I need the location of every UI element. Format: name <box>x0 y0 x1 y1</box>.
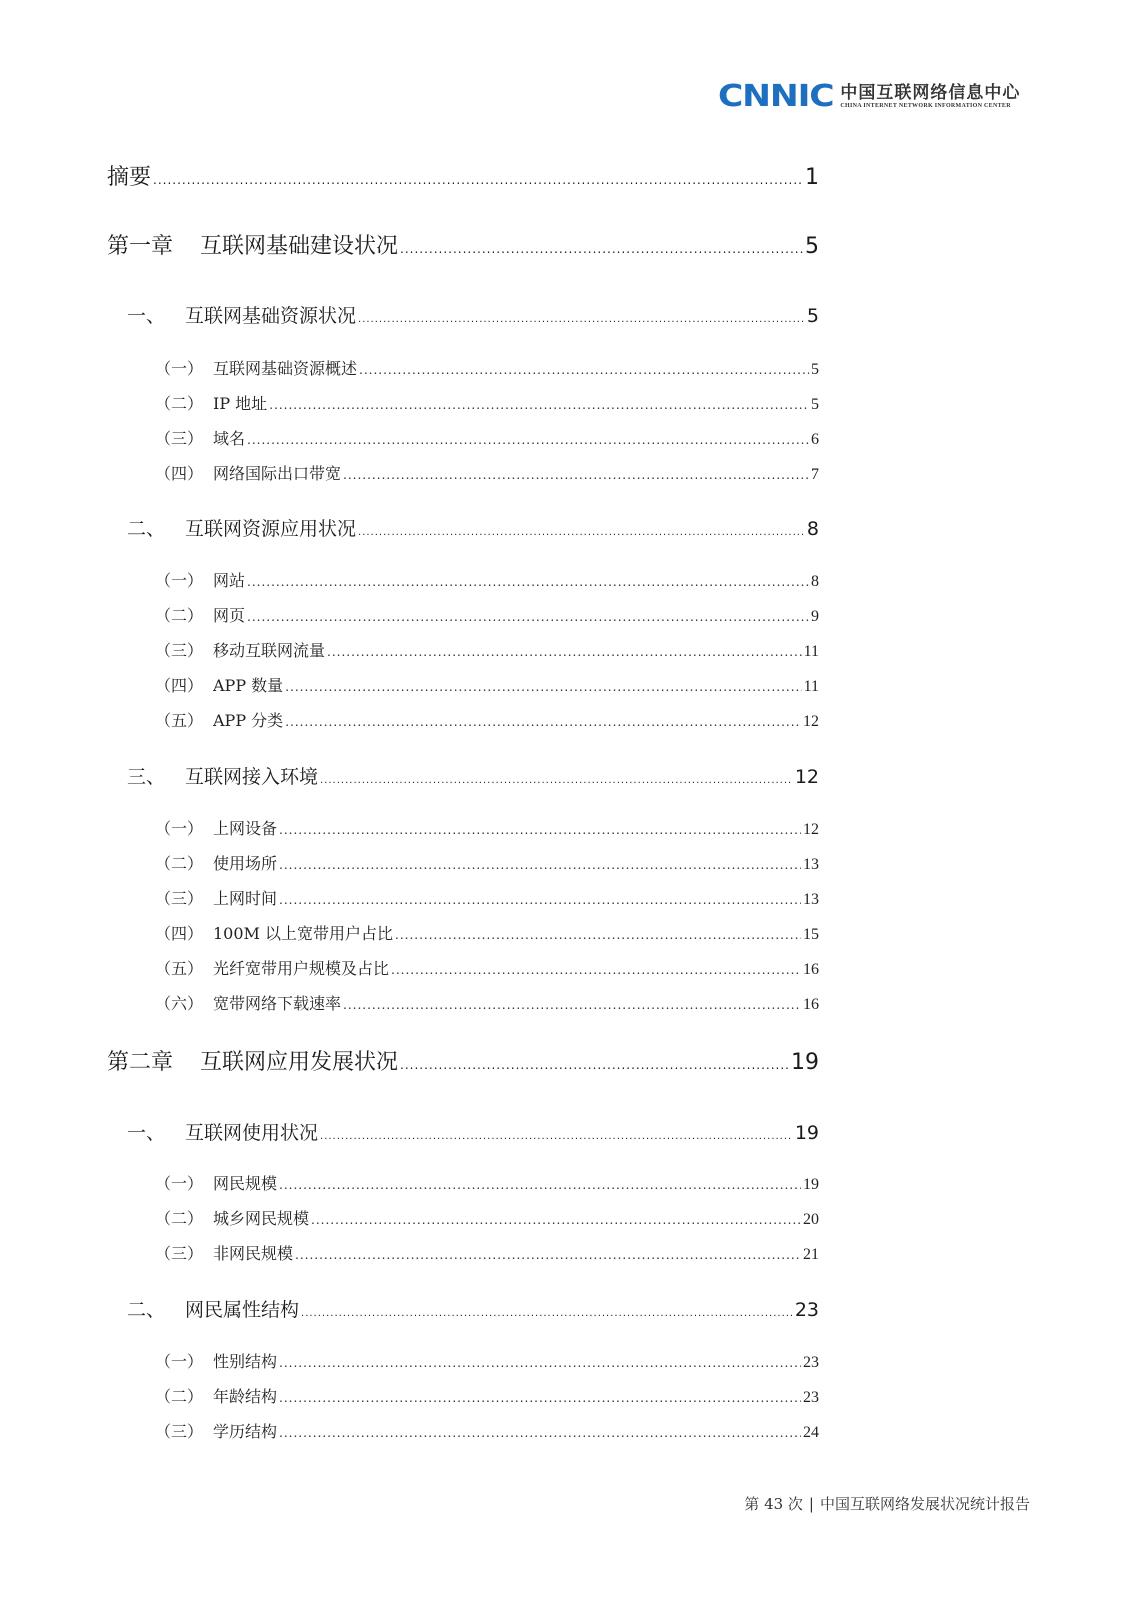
toc-entry-title: 域名 <box>213 429 246 448</box>
dot-leader <box>301 1308 793 1319</box>
toc-entry[interactable] <box>155 921 819 944</box>
toc-entry[interactable] <box>127 762 819 789</box>
toc-entry-number: （一） <box>155 571 204 590</box>
toc-entry-number: （二） <box>155 854 204 873</box>
toc-entry-title: 上网设备 <box>213 819 278 838</box>
toc-entry[interactable] <box>155 356 819 379</box>
toc-entry-page: 8 <box>811 573 819 590</box>
toc-entry[interactable] <box>155 1171 819 1194</box>
dot-leader <box>279 1426 801 1440</box>
toc-entry-page: 20 <box>803 1211 819 1228</box>
dot-leader <box>295 1248 801 1262</box>
toc-entry[interactable] <box>155 1349 819 1372</box>
toc-entry-title: 网页 <box>213 606 246 625</box>
dot-leader <box>247 575 809 589</box>
toc-entry-title: 网民属性结构 <box>185 1299 300 1321</box>
dot-leader <box>247 433 809 447</box>
toc-entry-number: （六） <box>155 994 204 1013</box>
dot-leader <box>153 173 803 187</box>
logo-text <box>840 84 1020 110</box>
dot-leader <box>285 680 801 694</box>
toc-entry-title: 互联网使用状况 <box>185 1122 319 1144</box>
toc-entry[interactable] <box>107 160 819 191</box>
toc-entry-number: （二） <box>155 606 204 625</box>
dot-leader <box>400 1058 789 1072</box>
dot-leader <box>269 398 809 412</box>
toc-entry-number: 三、 <box>127 766 166 788</box>
toc-entry-title: 上网时间 <box>213 889 278 908</box>
toc-entry-page: 12 <box>803 713 819 730</box>
toc-entry-page: 12 <box>803 821 819 838</box>
dot-leader <box>358 527 805 538</box>
toc-entry-page: 5 <box>811 396 819 413</box>
toc-entry-page: 13 <box>803 891 819 908</box>
dot-leader <box>327 645 802 659</box>
toc-entry[interactable] <box>155 603 819 626</box>
toc-entry[interactable] <box>155 1206 819 1229</box>
toc-entry-number: （四） <box>155 924 204 943</box>
toc-entry-title: 互联网应用发展状况 <box>200 1050 399 1075</box>
toc-entry-title: 互联网基础资源状况 <box>185 305 357 327</box>
toc-entry-number: 第一章 <box>107 234 174 259</box>
toc-entry-number: （二） <box>155 394 204 413</box>
toc-entry-page: 19 <box>803 1176 819 1193</box>
dot-leader <box>279 1178 801 1192</box>
dot-leader <box>279 1356 801 1370</box>
toc-entry[interactable] <box>155 991 819 1014</box>
toc-entry[interactable] <box>127 514 819 541</box>
toc-entry-title: 非网民规模 <box>213 1244 294 1263</box>
dot-leader <box>279 893 801 907</box>
dot-leader <box>343 468 809 482</box>
toc-entry-page: 16 <box>803 961 819 978</box>
toc-entry[interactable] <box>127 1295 819 1322</box>
toc-entry[interactable] <box>107 1045 819 1076</box>
toc-entry-number: （三） <box>155 1244 204 1263</box>
toc-entry-page: 1 <box>805 165 819 190</box>
cnnic-logo <box>718 80 1020 114</box>
logo-english-name: CHINA INTERNET NETWORK INFORMATION CENTER <box>840 103 1011 109</box>
toc-entry[interactable] <box>155 851 819 874</box>
page-footer <box>744 1493 1030 1514</box>
toc-entry[interactable] <box>155 708 819 731</box>
toc-entry[interactable] <box>127 1118 819 1145</box>
toc-entry-number: （三） <box>155 641 204 660</box>
toc-entry[interactable] <box>107 229 819 260</box>
toc-entry[interactable] <box>155 426 819 449</box>
toc-entry[interactable] <box>127 301 819 328</box>
toc-entry-page: 7 <box>811 466 819 483</box>
toc-entry-number: （四） <box>155 464 204 483</box>
dot-leader <box>311 1213 801 1227</box>
toc-entry-number: （四） <box>155 676 204 695</box>
logo-mark: CNNIC <box>718 79 834 114</box>
dot-leader <box>279 858 801 872</box>
toc-entry-number: （二） <box>155 1387 204 1406</box>
toc-entry-title: 摘要 <box>107 165 152 190</box>
toc-entry-number: （一） <box>155 1174 204 1193</box>
dot-leader <box>343 998 801 1012</box>
toc-entry-page: 19 <box>794 1122 819 1144</box>
dot-leader <box>395 928 801 942</box>
toc-entry-page: 15 <box>803 926 819 943</box>
toc-entry-number: 二、 <box>127 518 166 540</box>
toc-entry-title: 移动互联网流量 <box>213 641 326 660</box>
toc-entry-page: 12 <box>794 766 819 788</box>
toc-entry-number: 二、 <box>127 1299 166 1321</box>
toc-entry-page: 8 <box>806 518 819 540</box>
toc-entry-number: （五） <box>155 959 204 978</box>
toc-entry-page: 11 <box>803 643 819 660</box>
toc-entry-title: 性别结构 <box>213 1352 278 1371</box>
toc-entry-number: （一） <box>155 1352 204 1371</box>
footer-edition: 第 43 次 <box>744 1495 803 1513</box>
toc-entry-page: 13 <box>803 856 819 873</box>
toc-entry-title: 互联网接入环境 <box>185 766 319 788</box>
toc-entry[interactable] <box>155 956 819 979</box>
toc-entry-number: （三） <box>155 889 204 908</box>
toc-entry-title: 使用场所 <box>213 854 278 873</box>
toc-entry-title: 网站 <box>213 571 246 590</box>
toc-entry-page: 11 <box>803 678 819 695</box>
toc-entry[interactable] <box>155 673 819 696</box>
toc-entry-page: 16 <box>803 996 819 1013</box>
toc-entry-page: 19 <box>791 1050 819 1075</box>
toc-entry-title: 宽带网络下载速率 <box>213 994 342 1013</box>
footer-separator: | <box>808 1495 814 1513</box>
toc-entry-title: 城乡网民规模 <box>213 1209 310 1228</box>
dot-leader <box>247 610 809 624</box>
toc-entry-title: 光纤宽带用户规模及占比 <box>213 959 390 978</box>
toc-entry-number: （二） <box>155 1209 204 1228</box>
toc-entry-number: （五） <box>155 711 204 730</box>
toc-entry-title: APP 分类 <box>213 711 284 730</box>
toc-entry-number: （一） <box>155 819 204 838</box>
dot-leader <box>320 1131 793 1142</box>
dot-leader <box>358 314 805 325</box>
footer-report-title: 中国互联网络发展状况统计报告 <box>819 1495 1030 1513</box>
dot-leader <box>320 775 793 786</box>
toc-entry[interactable] <box>155 568 819 591</box>
toc-entry-title: 互联网基础资源概述 <box>213 359 358 378</box>
toc-entry-page: 9 <box>811 608 819 625</box>
toc-entry[interactable] <box>155 638 819 661</box>
toc-entry-title: 网民规模 <box>213 1174 278 1193</box>
toc-entry-number: （三） <box>155 429 204 448</box>
toc-entry-number: （一） <box>155 359 204 378</box>
toc-entry-page: 21 <box>803 1246 819 1263</box>
toc-entry[interactable] <box>155 816 819 839</box>
dot-leader <box>285 715 801 729</box>
toc-entry[interactable] <box>155 1419 819 1442</box>
toc-entry-title: 100M 以上宽带用户占比 <box>213 924 394 943</box>
toc-entry-page: 23 <box>803 1389 819 1406</box>
dot-leader <box>391 963 801 977</box>
toc-entry-number: 一、 <box>127 305 166 327</box>
toc-entry[interactable] <box>155 1241 819 1264</box>
toc-entry-page: 23 <box>794 1299 819 1321</box>
toc-entry-page: 23 <box>803 1354 819 1371</box>
logo-chinese-name: 中国互联网络信息中心 <box>840 83 1021 103</box>
toc-entry-page: 5 <box>805 234 819 259</box>
toc-entry-title: 网络国际出口带宽 <box>213 464 342 483</box>
toc-entry-page: 5 <box>806 305 819 327</box>
toc-entry[interactable] <box>155 391 819 414</box>
dot-leader <box>279 823 801 837</box>
toc-entry-title: APP 数量 <box>213 676 284 695</box>
toc-entry-title: 年龄结构 <box>213 1387 278 1406</box>
dot-leader <box>279 1391 801 1405</box>
toc-entry-number: 第二章 <box>107 1050 174 1075</box>
toc-entry[interactable] <box>155 886 819 909</box>
toc-entry-number: （三） <box>155 1422 204 1441</box>
toc-entry-page: 24 <box>803 1424 819 1441</box>
toc-entry[interactable] <box>155 461 819 484</box>
toc-entry-title: IP 地址 <box>213 394 268 413</box>
dot-leader <box>359 363 809 377</box>
toc-entry-title: 互联网资源应用状况 <box>185 518 357 540</box>
dot-leader <box>400 242 803 256</box>
toc-entry-title: 互联网基础建设状况 <box>200 234 399 259</box>
toc-entry-number: 一、 <box>127 1122 166 1144</box>
toc-entry-title: 学历结构 <box>213 1422 278 1441</box>
toc-entry-page: 5 <box>811 361 819 378</box>
toc-entry[interactable] <box>155 1384 819 1407</box>
toc-entry-page: 6 <box>811 431 819 448</box>
